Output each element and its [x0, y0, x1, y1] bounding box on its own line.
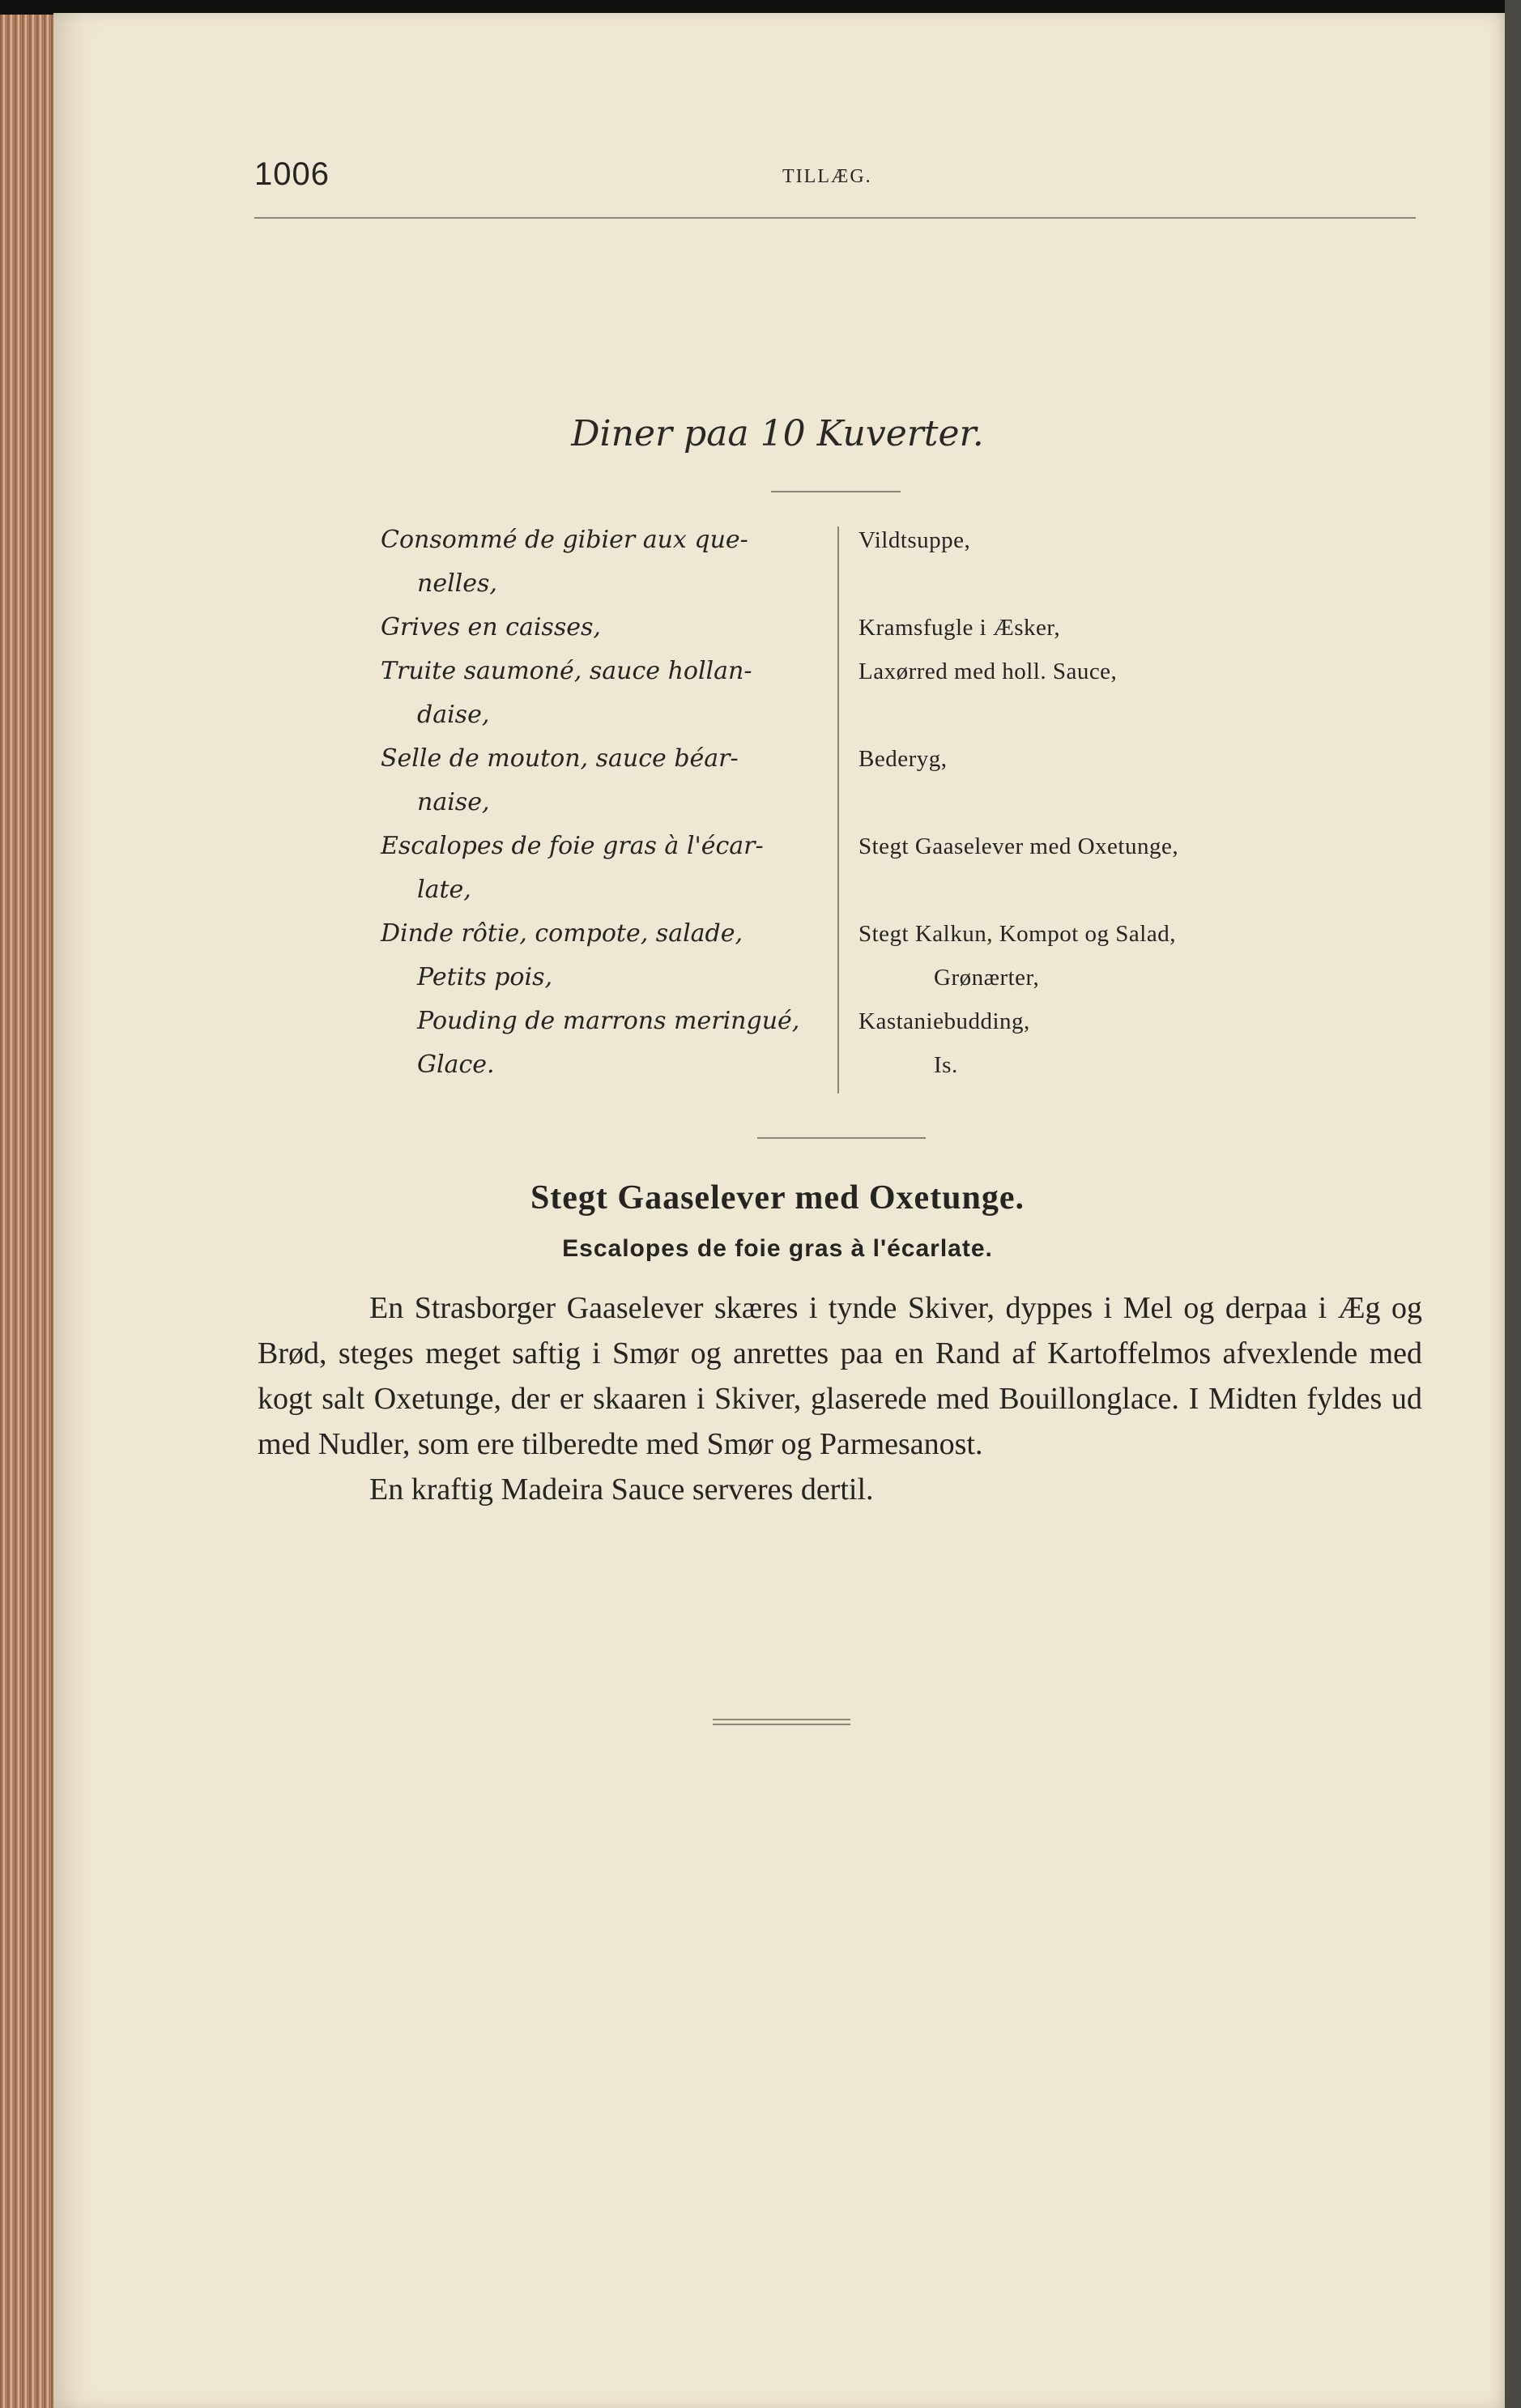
menu-french-line: Petits pois,: [417, 963, 553, 991]
book-page-stack: [0, 15, 53, 2408]
menu-french-line: nelles,: [417, 569, 497, 598]
header-rule: [254, 217, 1416, 219]
menu-column-divider: [837, 526, 839, 1093]
menu-end-rule: [757, 1137, 926, 1139]
menu-danish-column: [858, 518, 1312, 1087]
menu-french-line: naise,: [417, 788, 490, 816]
menu-french-line: Selle de mouton, sauce béar-: [381, 744, 739, 773]
recipe-subtitle: Escalopes de foie gras à l'écarlate.: [562, 1235, 993, 1262]
page-number: 1006: [254, 156, 330, 192]
menu-french-line: Glace.: [417, 1051, 495, 1079]
menu-french-line: Consommé de gibier aux que-: [381, 526, 748, 554]
menu-danish-line: Bederyg,: [858, 746, 948, 772]
menu-danish-line: Stegt Kalkun, Kompot og Salad,: [858, 921, 1176, 947]
menu-french-line: Escalopes de foie gras à l'écar-: [381, 832, 764, 860]
menu-french-line: late,: [417, 876, 471, 904]
menu-french-line: daise,: [417, 701, 490, 729]
menu-danish-line: Kastaniebudding,: [858, 1008, 1030, 1034]
menu-french-line: Dinde rôtie, compote, salade,: [381, 919, 743, 948]
menu-title: Diner paa 10 Kuverter.: [571, 413, 984, 454]
recipe-paragraph: En kraftig Madeira Sauce serveres dertil.: [369, 1473, 874, 1507]
end-rule-bottom: [713, 1724, 850, 1725]
menu-danish-line: Vildtsuppe,: [858, 527, 971, 553]
menu-french-line: Pouding de marrons meringué,: [417, 1007, 800, 1035]
title-rule: [771, 491, 901, 492]
menu-french-column: [381, 518, 834, 1087]
menu-danish-line: Is.: [934, 1052, 958, 1078]
end-rule-top: [713, 1719, 850, 1720]
menu-danish-line: Stegt Gaaselever med Oxetunge,: [858, 833, 1179, 859]
scan-right-edge: [1505, 0, 1521, 2408]
menu-danish-line: Laxørred med holl. Sauce,: [858, 658, 1118, 684]
running-head: TILLÆG.: [782, 166, 872, 187]
menu-french-line: Truite saumoné, sauce hollan-: [381, 657, 752, 685]
page-header: [254, 156, 1416, 197]
menu-danish-line: Grønærter,: [934, 965, 1040, 991]
recipe-body: [258, 1285, 1422, 1512]
recipe-title: Stegt Gaaselever med Oxetunge.: [530, 1179, 1025, 1217]
recipe-paragraph: En Strasborger Gaaselever skæres i tynde Skiver, dyppes i Mel og derpaa i Æg og Brød, steges meget saftig i Smør og anrettes paa en Rand af Kartoffelmos afvexlende med kogt salt Oxetunge, der er skaaren i Skiver, glaserede med Bouillonglace. I Midten fyldes ud med Nudler, som ere tilberedte med Smør og Parmesanost.: [258, 1291, 1422, 1461]
menu-french-line: Grives en caisses,: [381, 613, 601, 641]
menu-danish-line: Kramsfugle i Æsker,: [858, 615, 1061, 641]
